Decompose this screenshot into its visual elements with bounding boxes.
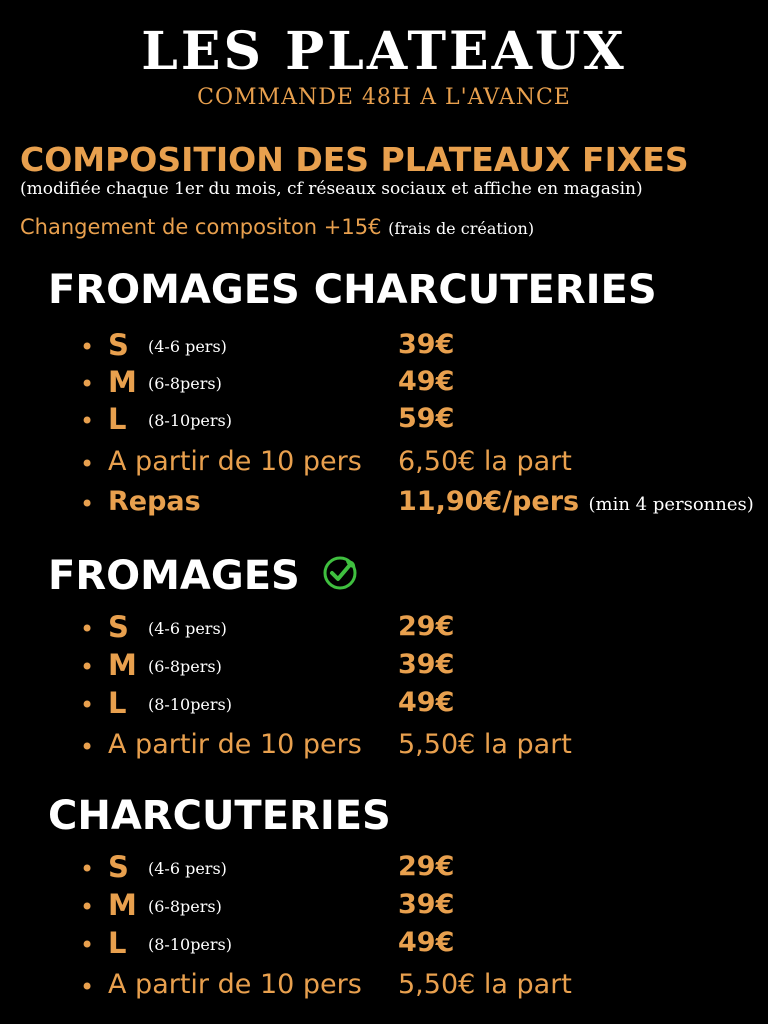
bullet: • <box>80 691 95 719</box>
list-item <box>80 326 760 362</box>
composition-change-note: (frais de création) <box>388 219 535 238</box>
bullet: • <box>80 893 95 921</box>
size-label: L <box>108 402 127 436</box>
list-item <box>80 608 760 644</box>
quantity-label: A partir de 10 pers <box>108 446 362 477</box>
persons-label: (6-8pers) <box>148 657 222 676</box>
section-title-text: FROMAGES <box>48 553 300 599</box>
composition-note: (modifiée chaque 1er du mois, cf réseaux sociaux et affiche en magasin) <box>20 179 643 199</box>
bullet: • <box>80 490 95 518</box>
list-item <box>80 646 760 682</box>
quantity-label: A partir de 10 pers <box>108 729 362 760</box>
size-label: M <box>108 888 137 922</box>
size-label: S <box>108 610 129 644</box>
list-item <box>80 726 760 762</box>
bullet: • <box>80 855 95 883</box>
order-notice: COMMANDE 48H A L'AVANCE <box>197 85 571 110</box>
price: 49€ <box>398 927 455 958</box>
list-item <box>80 886 760 922</box>
size-label: S <box>108 328 129 362</box>
bullet: • <box>80 370 95 398</box>
size-label: L <box>108 926 127 960</box>
price: 6,50€ la part <box>398 446 572 477</box>
persons-label: (4-6 pers) <box>148 859 227 878</box>
persons-label: (8-10pers) <box>148 935 232 954</box>
size-label: L <box>108 686 127 720</box>
persons-label: (8-10pers) <box>148 411 232 430</box>
section-title-fromages-charcuteries: FROMAGES CHARCUTERIES <box>48 267 657 313</box>
price: 39€ <box>398 889 455 920</box>
price: 5,50€ la part <box>398 729 572 760</box>
list-item <box>80 924 760 960</box>
price: 39€ <box>398 329 455 360</box>
price: 49€ <box>398 366 455 397</box>
persons-label: (8-10pers) <box>148 695 232 714</box>
bullet: • <box>80 931 95 959</box>
bullet: • <box>80 407 95 435</box>
price: 29€ <box>398 851 455 882</box>
price: 59€ <box>398 403 455 434</box>
composition-title: COMPOSITION DES PLATEAUX FIXES <box>20 140 689 179</box>
price-value: 11,90€/pers <box>398 486 580 517</box>
price: 29€ <box>398 611 455 642</box>
bullet: • <box>80 733 95 761</box>
composition-change-line <box>20 212 534 244</box>
quantity-label: A partir de 10 pers <box>108 969 362 1000</box>
bullet: • <box>80 615 95 643</box>
list-item <box>80 966 760 1002</box>
size-label: M <box>108 365 137 399</box>
list-item <box>80 443 760 479</box>
price: 5,50€ la part <box>398 969 572 1000</box>
persons-label: (4-6 pers) <box>148 619 227 638</box>
list-item <box>80 363 760 399</box>
bullet: • <box>80 333 95 361</box>
list-item <box>80 400 760 436</box>
price-note: (min 4 personnes) <box>588 494 754 515</box>
section-title-fromages <box>48 552 358 602</box>
persons-label: (4-6 pers) <box>148 337 227 356</box>
list-item <box>80 848 760 884</box>
price: 49€ <box>398 687 455 718</box>
list-item <box>80 483 760 519</box>
size-label: S <box>108 850 129 884</box>
bullet: • <box>80 973 95 1001</box>
persons-label: (6-8pers) <box>148 897 222 916</box>
bullet: • <box>80 653 95 681</box>
price <box>398 485 754 522</box>
price: 39€ <box>398 649 455 680</box>
page-title: LES PLATEAUX <box>141 21 627 82</box>
bullet: • <box>80 450 95 478</box>
section-title-charcuteries: CHARCUTERIES <box>48 793 391 839</box>
composition-change-label: Changement de compositon +15€ <box>20 215 382 239</box>
persons-label: (6-8pers) <box>148 374 222 393</box>
check-circle-icon <box>322 554 358 602</box>
list-item <box>80 684 760 720</box>
meal-label: Repas <box>108 486 201 517</box>
size-label: M <box>108 648 137 682</box>
